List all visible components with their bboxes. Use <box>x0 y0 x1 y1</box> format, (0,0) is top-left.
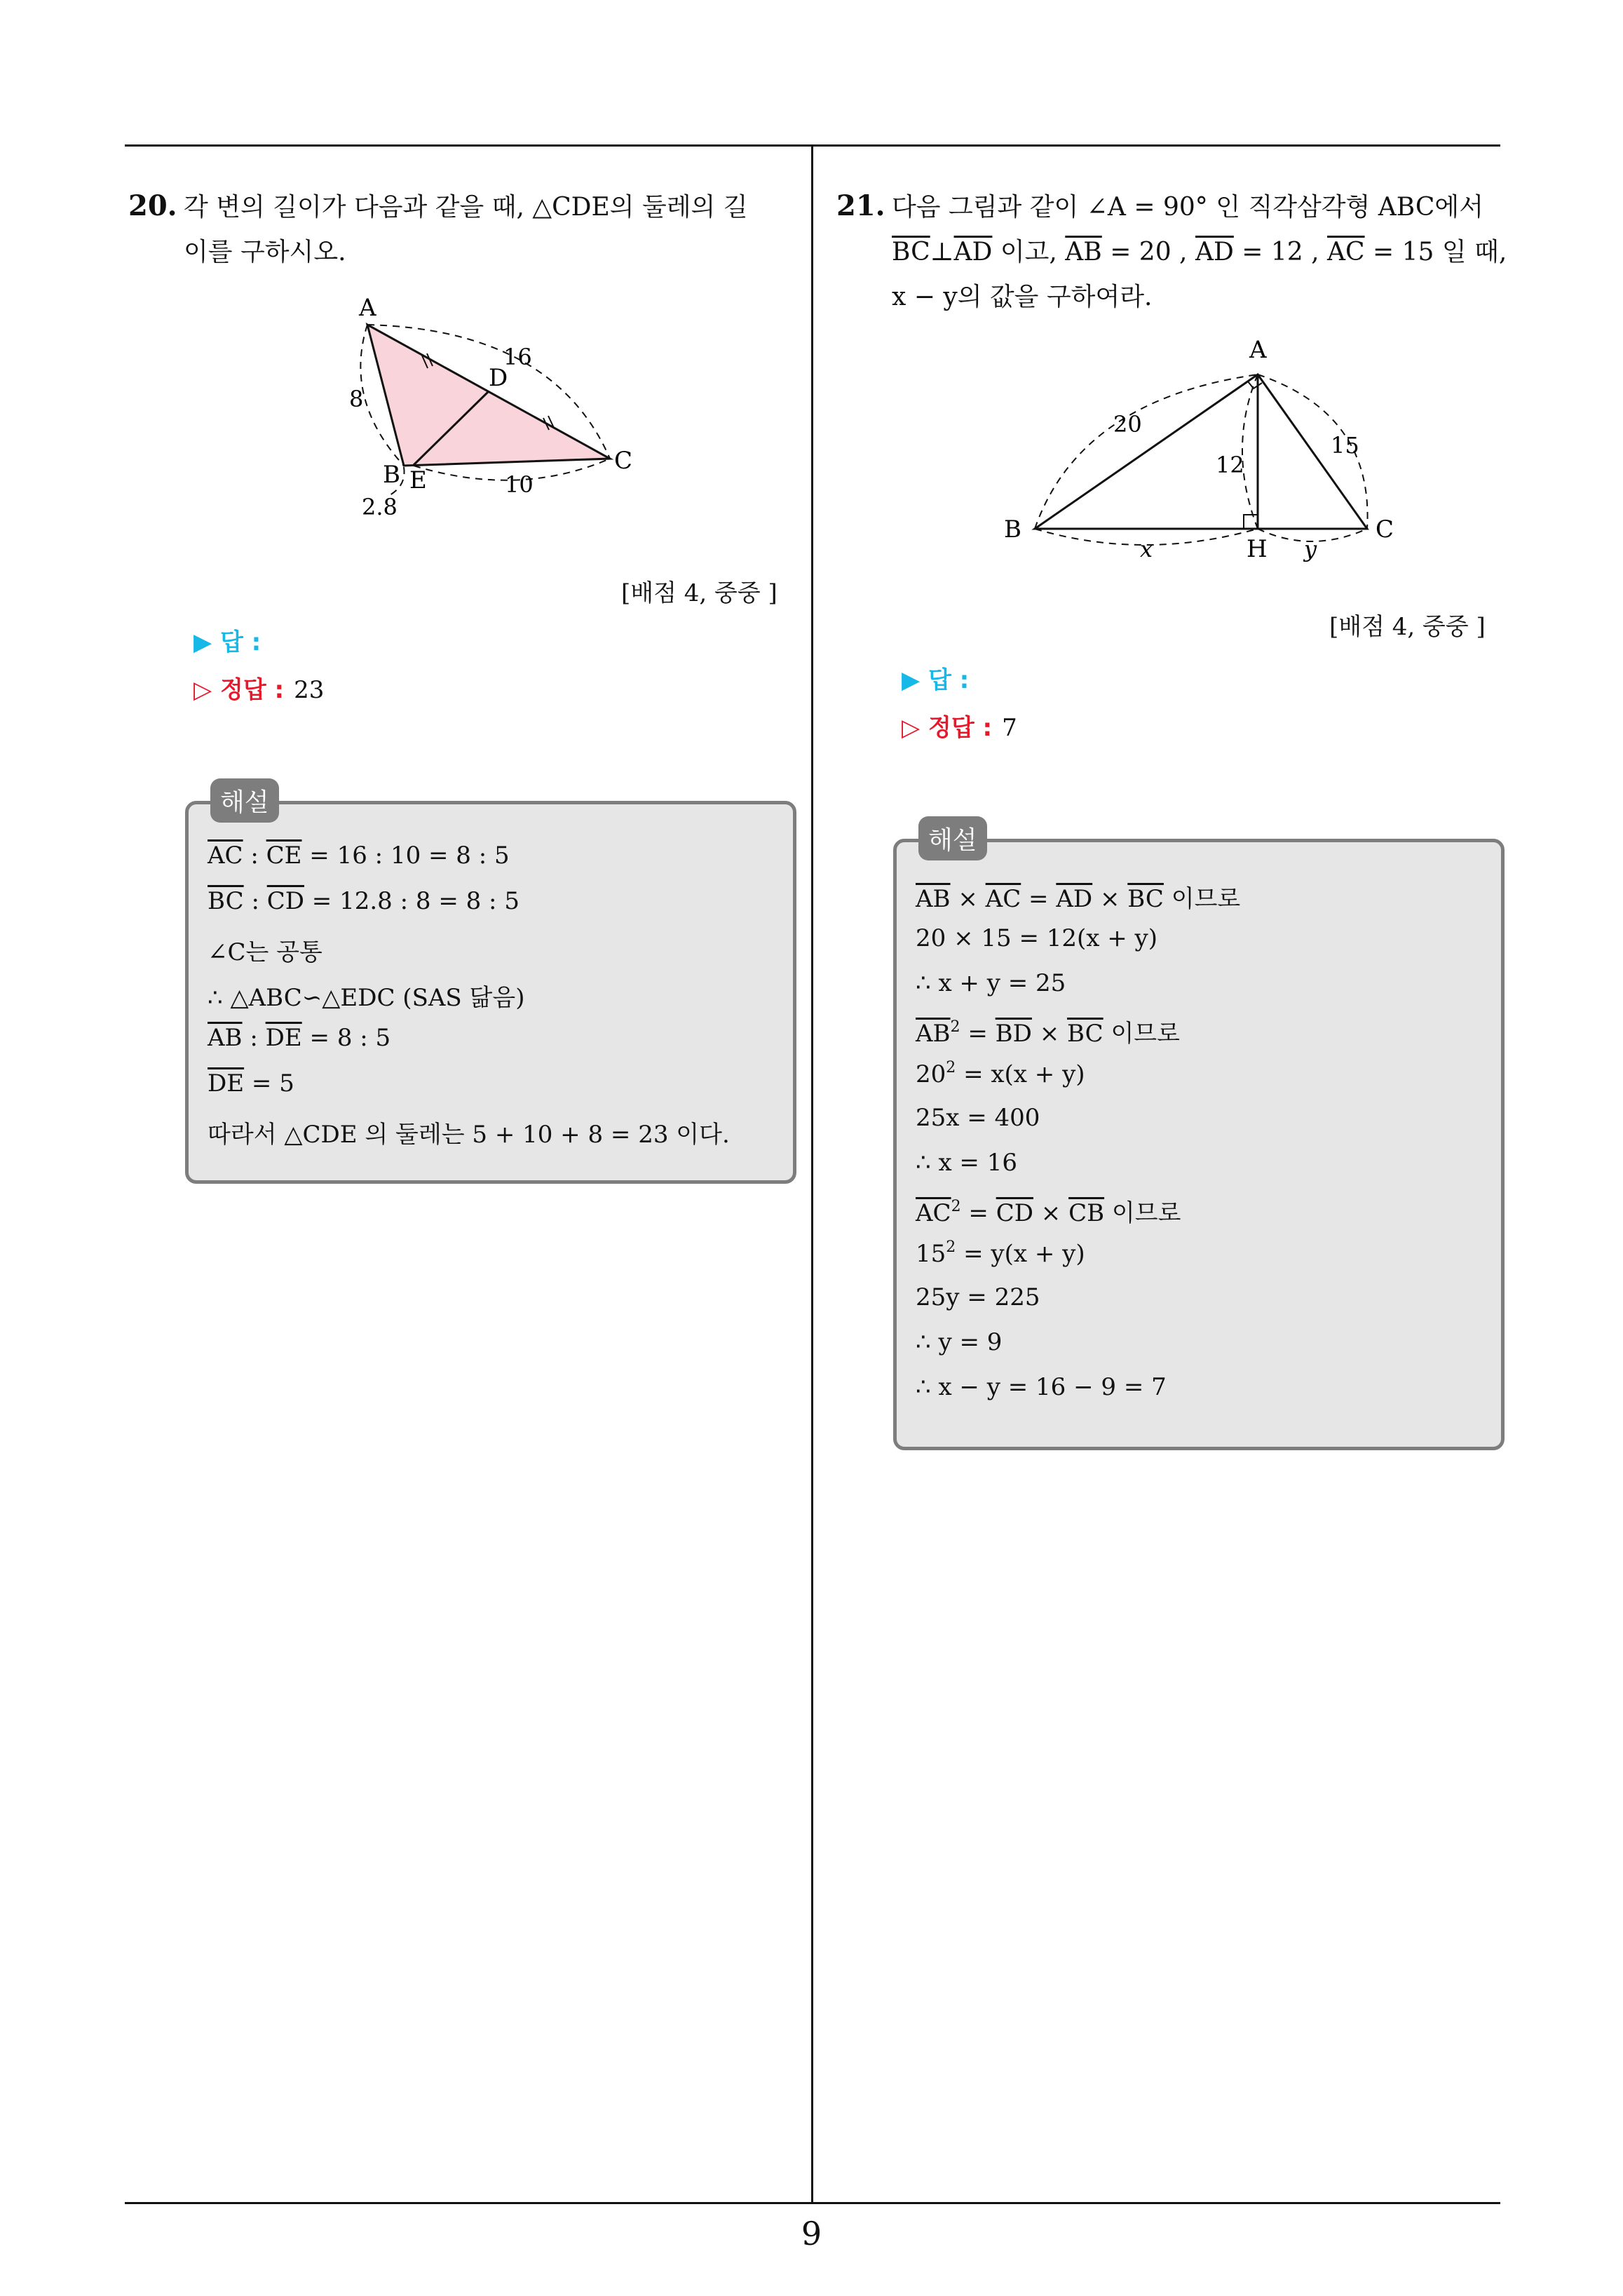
label-h: H <box>1247 535 1268 563</box>
correct-answer <box>902 708 1017 743</box>
solution-tab: 해설 <box>918 816 987 860</box>
correct-answer-value: 23 <box>294 676 325 704</box>
length-ec: 10 <box>505 471 534 498</box>
length-ac: 16 <box>503 344 532 370</box>
triangle-figure-21 <box>996 330 1416 575</box>
label-d: D <box>489 364 508 392</box>
score-difficulty: [배점 4, 중중 ] <box>1329 613 1486 641</box>
column-divider <box>811 144 813 2204</box>
length-be: 2.8 <box>362 494 398 520</box>
solution-line: ∴ x − y = 16 − 9 = 7 <box>916 1373 1167 1401</box>
answer-label: ▶ 답 : <box>193 628 262 656</box>
solution-line: $\overline{DE} = 5$ <box>208 1069 294 1098</box>
solution-line: $\overline{BC}$ : $\overline{CD} = 12.8$ : 8 = 8 : 5 <box>208 887 520 915</box>
length-ah: 12 <box>1216 452 1244 478</box>
solution-line: $\overline{AB}^2 = \overline{BD} \times \overline{BC}$ 이므로 <box>916 1018 1180 1048</box>
score-difficulty: [배점 4, 중중 ] <box>621 579 777 607</box>
label-b: B <box>1004 515 1021 543</box>
correct-answer <box>193 670 324 705</box>
question-number: 20. <box>128 189 177 222</box>
triangle-figure-20 <box>344 288 652 533</box>
solution-line: ∴ y = 9 <box>916 1328 1003 1356</box>
solution-line: $15^2 = y(x + y)$ <box>916 1238 1085 1268</box>
solution-line: ∴ △ABC∽△EDC (SAS 닮음) <box>208 984 525 1012</box>
label-b: B <box>383 461 400 489</box>
question-number: 21. <box>836 189 885 222</box>
question-text-line3: x − y의 값을 구하여라. <box>892 283 1153 311</box>
correct-answer-label: ▷ 정답 : <box>902 714 993 742</box>
right-angle-marks <box>1244 381 1262 529</box>
solution-tab: 해설 <box>210 778 279 823</box>
solution-line: $\overline{AB} \times \overline{AC} = \overline{AD} \times \overline{BC}$ 이므로 <box>916 885 1241 913</box>
solution-line: $\overline{AC}^2 = \overline{CD} \times \overline{CB}$ 이므로 <box>916 1198 1181 1227</box>
length-x: x <box>1140 536 1153 562</box>
label-e: E <box>409 466 427 494</box>
triangle-abc <box>367 325 610 466</box>
solution-line: $\overline{AC}$ : $\overline{CE} = 16$ : 10 = 8 : 5 <box>208 842 510 870</box>
length-ac: 15 <box>1331 432 1359 459</box>
solution-line: 따라서 △CDE 의 둘레는 5 + 10 + 8 = 23 이다. <box>208 1121 730 1149</box>
page-number: 9 <box>801 2215 822 2253</box>
label-a: A <box>359 294 376 322</box>
solution-line: ∴ x = 16 <box>916 1149 1017 1177</box>
correct-answer-label: ▷ 정답 : <box>193 676 285 704</box>
solution-line: ∠C는 공통 <box>208 938 322 966</box>
answer-label: ▶ 답 : <box>902 666 970 694</box>
label-a: A <box>1249 336 1267 364</box>
length-y: y <box>1304 536 1317 562</box>
question-text-line1: 각 변의 길이가 다음과 같을 때, △CDE의 둘레의 길 <box>184 193 748 222</box>
solution-line: ∴ x + y = 25 <box>916 969 1066 997</box>
label-c: C <box>1376 515 1394 543</box>
question-text-line2: $\overline{BC}\perp\overline{AD}$ 이고, $\overline{AB} = 20$ , $\overline{AD} = 12$ , $\overline{AC} = 15$ 일 때, <box>892 238 1507 266</box>
question-text-line2: 이를 구하시오. <box>184 238 346 266</box>
footer-rule <box>125 2202 1500 2204</box>
correct-answer-value: 7 <box>1002 714 1017 742</box>
length-ab: 8 <box>349 386 364 412</box>
solution-line: 20 × 15 = 12(x + y) <box>916 924 1158 952</box>
solution-line: $20^2 = x(x + y)$ <box>916 1059 1085 1088</box>
solution-line: 25y = 225 <box>916 1283 1040 1311</box>
label-c: C <box>614 447 633 475</box>
question-text-line1: 다음 그림과 같이 ∠A = 90° 인 직각삼각형 ABC에서 <box>892 193 1483 222</box>
length-ab: 20 <box>1113 411 1142 438</box>
solution-line: 25x = 400 <box>916 1104 1040 1132</box>
triangle-abc <box>1035 374 1367 529</box>
solution-line: $\overline{AB}$ : $\overline{DE} = 8$ : 5 <box>208 1024 391 1052</box>
